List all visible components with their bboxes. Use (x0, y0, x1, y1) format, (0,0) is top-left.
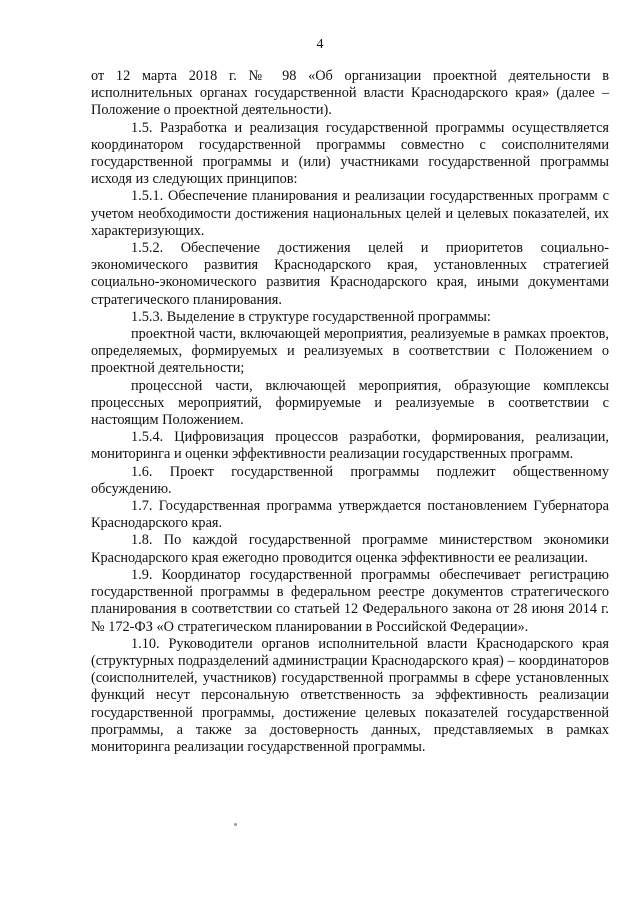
paragraph-1-10: 1.10. Руководители органов исполнительной власти Краснодарского края (структурных подразделений администрации Краснодарского края) – координаторов (соисполнителей, участников) государственной программы в сфере установленных функций несут персональную ответственность за эффективность реализации государственной программы, достижение целевых показателей государственной программы, а также за достоверность данных, представляемых в рамках мониторинга реализации государственной программы. (91, 635, 609, 755)
paragraph-process-part: процессной части, включающей мероприятия, образующие комплексы процессных мероприятий, формируемые и реализуемые в соответствии с настоящим Положением. (91, 377, 609, 429)
paragraph-1-5-1: 1.5.1. Обеспечение планирования и реализации государственных программ с учетом необходимости достижения национальных целей и целевых показателей, их характеризующих. (91, 188, 609, 239)
paragraph-1-5-4: 1.5.4. Цифровизация процессов разработки, формирования, реализации, мониторинга и оценки эффективности реализации государственных программ. (91, 429, 609, 463)
scan-speck (234, 823, 237, 826)
paragraph-1-9: 1.9. Координатор государственной программы обеспечивает регистрацию государственной программы в федеральном реестре документов стратегического планирования в соответствии со статьей 12 Федерального закона от 28 июня 2014 г. № 172-ФЗ «О стратегическом планировании в Российской Федерации». (91, 566, 609, 635)
page-number: 4 (316, 37, 324, 52)
document-body (91, 68, 609, 756)
paragraph-1-5: 1.5. Разработка и реализация государственной программы осуществляется координатором государственной программы совместно с соисполнителями государственной программы и (или) участниками государственной программы исходя из следующих принципов: (91, 119, 609, 188)
paragraph-1-6: 1.6. Проект государственной программы подлежит общественному обсуждению. (91, 463, 609, 497)
paragraph-1-7: 1.7. Государственная программа утверждается постановлением Губернатора Краснодарского края. (91, 498, 609, 532)
paragraph-1-5-3: 1.5.3. Выделение в структуре государственной программы: (131, 308, 491, 325)
paragraph-1-5-2: 1.5.2. Обеспечение достижения целей и приоритетов социально-экономического развития Краснодарского края, установленных стратегией социально-экономического развития Краснодарского края, иными документами стратегического планирования. (91, 240, 609, 308)
paragraph-project-part: проектной части, включающей мероприятия, реализуемые в рамках проектов, определяемых, формируемых и реализуемых в соответствии с Положением о проектной деятельности; (91, 326, 609, 377)
paragraph-continuation: от 12 марта 2018 г. № 98 «Об организации проектной деятельности в исполнительных органах государственной власти Краснодарского края» (далее – Положение о проектной деятельности). (91, 68, 609, 119)
paragraph-1-8: 1.8. По каждой государственной программе министерством экономики Краснодарского края ежегодно проводится оценка эффективности ее реализации. (91, 532, 609, 566)
